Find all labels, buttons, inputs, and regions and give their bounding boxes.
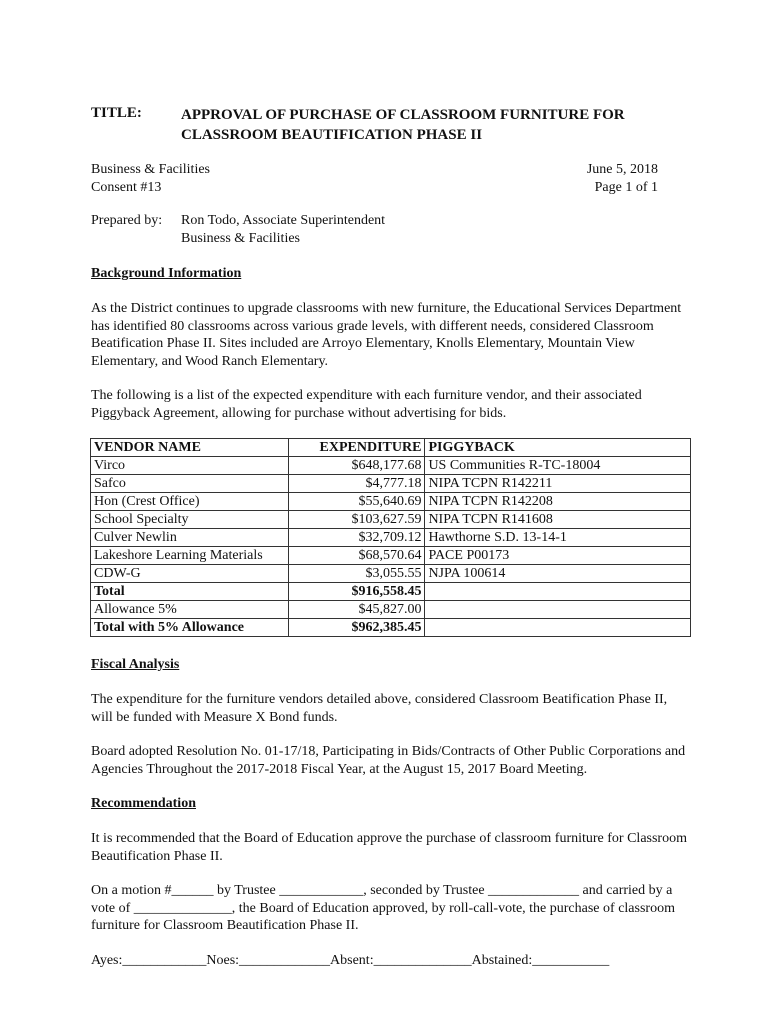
recommendation-heading: Recommendation: [91, 796, 196, 811]
header-piggyback: PIGGYBACK: [425, 439, 691, 457]
vendor-piggyback: NJPA 100614: [425, 565, 691, 583]
total-label: Total: [91, 583, 289, 601]
fiscal-heading: Fiscal Analysis: [91, 657, 180, 672]
preparer-name: Ron Todo, Associate Superintendent: [181, 213, 386, 228]
background-paragraph-1: As the District continues to upgrade classrooms with new furniture, the Educational Services Department has identified 80 classrooms across various grade levels, with different needs, considered Classroom Beatification Phase II. Sites included are Arroyo Elementary, Knolls Elementary, Mountain View Elementary, and Wood Ranch Elementary.: [91, 301, 682, 369]
page-number: Page 1 of 1: [594, 179, 658, 195]
vendor-name: Hon (Crest Office): [91, 493, 289, 511]
table-row: [91, 511, 691, 529]
vendor-expenditure: $648,177.68: [288, 457, 425, 475]
allowance-empty-cell: [425, 601, 691, 619]
vendor-expenditure: $4,777.18: [288, 475, 425, 493]
fiscal-paragraph-2: Board adopted Resolution No. 01-17/18, Participating in Bids/Contracts of Other Public Corporations and Agencies Throughout the 2017-2018 Fiscal Year, at the August 15, 2017 Board Meeting.: [91, 744, 686, 777]
table-header-row: [91, 439, 691, 457]
vendor-piggyback: NIPA TCPN R142211: [425, 475, 691, 493]
background-heading: Background Information: [91, 266, 242, 281]
grand-total-value: $962,385.45: [288, 619, 425, 637]
header-vendor-name: VENDOR NAME: [91, 439, 289, 457]
vendor-piggyback: PACE P00173: [425, 547, 691, 565]
vendor-expenditure: $68,570.64: [288, 547, 425, 565]
motion-paragraph: On a motion #______ by Trustee ____________, seconded by Trustee _____________ and carried by a vote of ______________, the Board of Education approved, by roll-call-vote, the purchase of classroom furniture for Classroom Beautification Phase II.: [91, 883, 675, 933]
recommendation-paragraph-1: It is recommended that the Board of Education approve the purchase of classroom furniture for Classroom Beautification Phase II.: [91, 831, 687, 864]
table-row: [91, 565, 691, 583]
department: Business & Facilities: [91, 162, 210, 177]
prepared-by-label: Prepared by:: [91, 213, 163, 228]
vendor-name: Culver Newlin: [91, 529, 289, 547]
vendor-name: Lakeshore Learning Materials: [91, 547, 289, 565]
allowance-row: [91, 601, 691, 619]
vendor-piggyback: NIPA TCPN R142208: [425, 493, 691, 511]
total-value: $916,558.45: [288, 583, 425, 601]
table-row: [91, 547, 691, 565]
table-row: [91, 493, 691, 511]
grand-total-label: Total with 5% Allowance: [91, 619, 289, 637]
vendor-name: Virco: [91, 457, 289, 475]
vote-line: Ayes:____________Noes:_____________Absent:______________Abstained:___________: [91, 953, 610, 968]
header-expenditure: EXPENDITURE: [288, 439, 425, 457]
fiscal-paragraph-1: The expenditure for the furniture vendors detailed above, considered Classroom Beatification Phase II, will be funded with Measure X Bond funds.: [91, 692, 668, 725]
vendor-piggyback: US Communities R-TC-18004: [425, 457, 691, 475]
grand-total-empty-cell: [425, 619, 691, 637]
title-line-2: CLASSROOM BEAUTIFICATION PHASE II: [181, 127, 483, 143]
vendor-name: Safco: [91, 475, 289, 493]
vendor-piggyback: NIPA TCPN R141608: [425, 511, 691, 529]
grand-total-row: [91, 619, 691, 637]
consent-number: Consent #13: [91, 179, 162, 195]
vendor-name: School Specialty: [91, 511, 289, 529]
title-label: TITLE:: [91, 105, 142, 121]
total-empty-cell: [425, 583, 691, 601]
document-title: [181, 105, 681, 145]
table-row: [91, 457, 691, 475]
total-row: [91, 583, 691, 601]
vendor-expenditure: $32,709.12: [288, 529, 425, 547]
document-date: June 5, 2018: [586, 162, 658, 177]
background-paragraph-2: The following is a list of the expected expenditure with each furniture vendor, and their associated Piggyback Agreement, allowing for purchase without advertising for bids.: [91, 388, 642, 421]
vendor-table: [90, 438, 691, 637]
vendor-expenditure: $55,640.69: [288, 493, 425, 511]
preparer-department: Business & Facilities: [181, 230, 300, 246]
allowance-label: Allowance 5%: [91, 601, 289, 619]
vendor-piggyback: Hawthorne S.D. 13-14-1: [425, 529, 691, 547]
title-line-1: APPROVAL OF PURCHASE OF CLASSROOM FURNITURE FOR: [181, 107, 625, 123]
allowance-value: $45,827.00: [288, 601, 425, 619]
table-row: [91, 529, 691, 547]
vendor-expenditure: $3,055.55: [288, 565, 425, 583]
table-row: [91, 475, 691, 493]
vendor-name: CDW-G: [91, 565, 289, 583]
vendor-expenditure: $103,627.59: [288, 511, 425, 529]
